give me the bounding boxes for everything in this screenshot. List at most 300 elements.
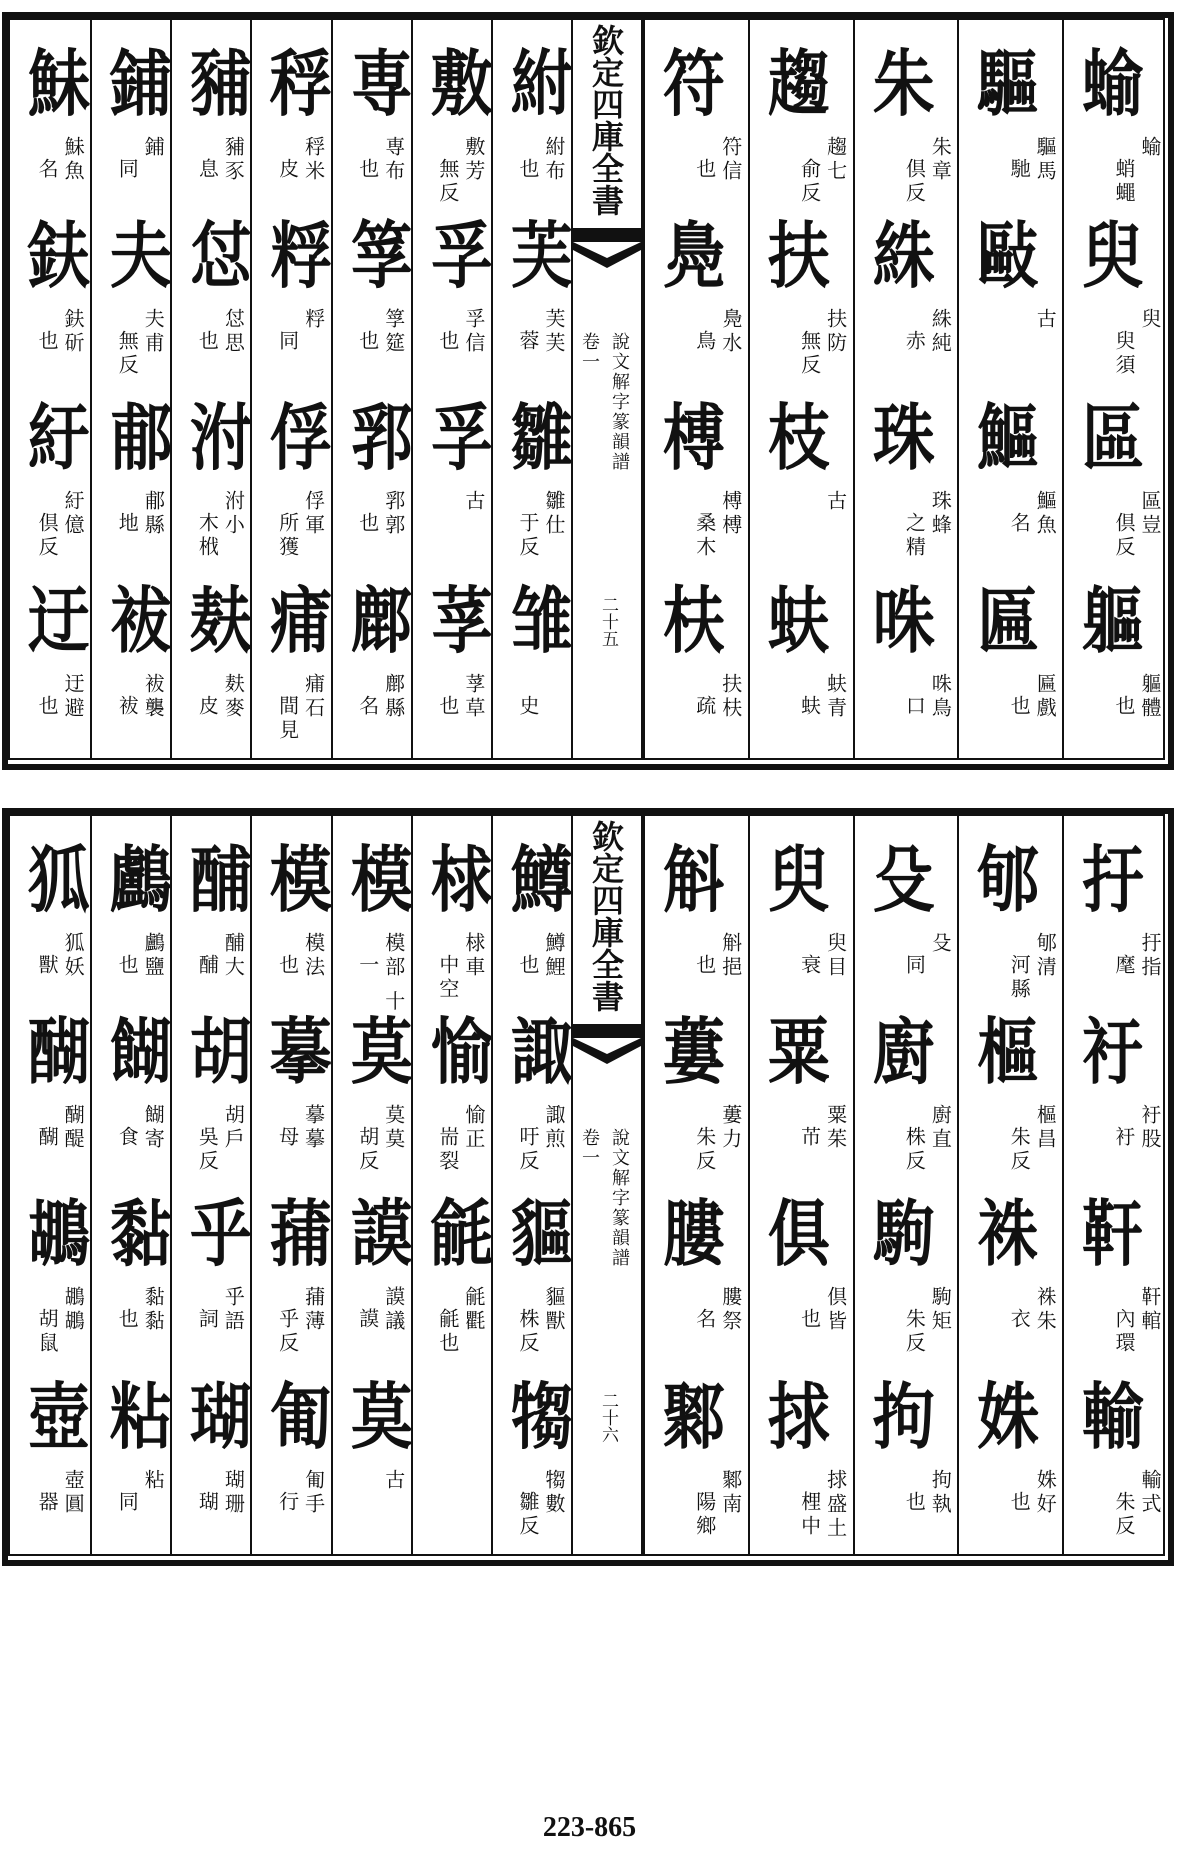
entry bbox=[413, 392, 491, 562]
entry bbox=[92, 834, 170, 1004]
gloss-right: 區豈 bbox=[1137, 490, 1162, 538]
text-column bbox=[491, 816, 571, 1554]
gloss-left: 也 bbox=[692, 954, 717, 978]
gloss-right: 紆億 bbox=[61, 490, 86, 538]
seal-character: 鈇 bbox=[27, 214, 89, 298]
seal-character: 捄 bbox=[767, 1375, 828, 1459]
text-column bbox=[10, 816, 90, 1554]
gloss-right: 壺圓 bbox=[61, 1469, 86, 1517]
seal-character: 敷 bbox=[430, 42, 491, 126]
gloss-right: 扶枎 bbox=[718, 673, 743, 721]
seal-character: 膢 bbox=[662, 1192, 724, 1276]
entry bbox=[959, 392, 1062, 562]
gloss-right: 郙縣 bbox=[141, 490, 166, 538]
gloss-left: 朱反 bbox=[902, 1308, 927, 1356]
entry bbox=[172, 834, 250, 1004]
entry bbox=[172, 1188, 250, 1358]
gloss-left: 也 bbox=[1007, 695, 1032, 719]
gloss-left: 也 bbox=[435, 695, 460, 719]
seal-character: 諏 bbox=[510, 1010, 571, 1094]
seal-character: 粰 bbox=[270, 214, 331, 298]
gloss-left: 倶反 bbox=[1111, 512, 1136, 560]
gloss-left: 口 bbox=[902, 695, 927, 719]
seal-character: 粘 bbox=[110, 1375, 171, 1459]
entry bbox=[172, 1006, 250, 1176]
entry bbox=[750, 1371, 853, 1541]
seal-character: 黏 bbox=[110, 1192, 171, 1276]
entry bbox=[493, 834, 571, 1004]
gloss-right: 模部 十 bbox=[381, 932, 406, 1015]
seal-character: 鶘 bbox=[27, 1192, 89, 1276]
entry bbox=[1064, 834, 1167, 1004]
text-column bbox=[748, 20, 853, 758]
gloss-right: 諏煎 bbox=[541, 1104, 566, 1152]
gloss-left: 名 bbox=[35, 158, 60, 182]
gloss-right: 靬輨 bbox=[1137, 1286, 1162, 1334]
gloss-right: 駒矩 bbox=[928, 1286, 953, 1334]
page-footer-number: 223-865 bbox=[542, 1812, 637, 1843]
gloss-right: 袚襲 bbox=[141, 673, 166, 721]
seal-character: 迂 bbox=[27, 579, 89, 663]
seal-character: 餬 bbox=[110, 1010, 171, 1094]
seal-character: 豧 bbox=[190, 42, 251, 126]
entry bbox=[855, 38, 958, 208]
gloss-right: 廚直 bbox=[928, 1104, 953, 1152]
gloss-right: 芙芙 bbox=[541, 308, 566, 356]
gloss-left: 蛸蠅 bbox=[1111, 158, 1136, 206]
seal-character: 麸 bbox=[190, 579, 251, 663]
seal-character: 痡 bbox=[270, 579, 331, 663]
entry bbox=[252, 392, 330, 562]
seal-character: 鳧 bbox=[662, 214, 724, 298]
gloss-left: 倶反 bbox=[35, 512, 60, 560]
entry bbox=[750, 1188, 853, 1358]
gloss-left: 衣 bbox=[1007, 1308, 1032, 1332]
gloss-right: 古 bbox=[381, 1469, 406, 1493]
seal-character: 斛 bbox=[662, 838, 724, 922]
seal-character: 紨 bbox=[510, 42, 571, 126]
entry bbox=[413, 1371, 491, 1541]
gloss-right: 粟茱 bbox=[823, 1104, 848, 1152]
gloss-right: 紨布 bbox=[541, 136, 566, 184]
gloss-left: 也 bbox=[275, 954, 300, 978]
seal-character: 匍 bbox=[270, 1375, 331, 1459]
gloss-right: 俘軍 bbox=[301, 490, 326, 538]
seal-character: 鮇 bbox=[27, 42, 89, 126]
seal-character: 蒱 bbox=[270, 1192, 331, 1276]
seal-character: 筟 bbox=[350, 214, 411, 298]
seal-character: 謨 bbox=[350, 1192, 411, 1276]
seal-character: 枎 bbox=[662, 579, 724, 663]
center-band bbox=[571, 20, 643, 758]
entry bbox=[252, 210, 330, 380]
text-column bbox=[1062, 816, 1167, 1554]
gloss-left: 也 bbox=[115, 954, 140, 978]
gloss-left: 雛反 bbox=[515, 1491, 540, 1539]
seal-character: 樞 bbox=[977, 1010, 1038, 1094]
center-title: 欽定四庫全書 bbox=[587, 24, 625, 216]
gloss-right: 鸕鹽 bbox=[141, 932, 166, 980]
seal-character: 蚨 bbox=[767, 579, 828, 663]
entry bbox=[92, 38, 170, 208]
text-column bbox=[411, 20, 491, 758]
seal-character: 胡 bbox=[190, 1010, 251, 1094]
entry bbox=[1064, 392, 1167, 562]
seal-character: 鱒 bbox=[510, 838, 571, 922]
gloss-left: 也 bbox=[435, 330, 460, 354]
entry bbox=[645, 1006, 748, 1176]
gloss-left: 芇 bbox=[797, 1126, 822, 1150]
gloss-left: 也 bbox=[797, 1308, 822, 1332]
entry bbox=[252, 575, 330, 745]
gloss-right: 臾 bbox=[1137, 308, 1162, 332]
page-inner-frame bbox=[8, 18, 1165, 760]
seal-character: 莫 bbox=[350, 1375, 411, 1459]
seal-character: 醐 bbox=[27, 1010, 89, 1094]
seal-character: 朱 bbox=[872, 42, 933, 126]
gloss-right: 醐醍 bbox=[61, 1104, 86, 1152]
entry bbox=[855, 392, 958, 562]
gloss-left: 內環 bbox=[1111, 1308, 1136, 1356]
gloss-right: 匍手 bbox=[301, 1469, 326, 1517]
entry bbox=[172, 210, 250, 380]
seal-character: 珠 bbox=[872, 396, 933, 480]
gloss-right: 敷芳 bbox=[461, 136, 486, 184]
gloss-right: 梂車 bbox=[461, 932, 486, 980]
entry bbox=[645, 834, 748, 1004]
entry bbox=[959, 210, 1062, 380]
gloss-left: 麾 bbox=[1111, 954, 1136, 978]
seal-character: 袚 bbox=[110, 579, 171, 663]
text-column bbox=[170, 20, 250, 758]
gloss-left: 鳥 bbox=[692, 330, 717, 354]
gloss-right: 鱒鯉 bbox=[541, 932, 566, 980]
entry bbox=[1064, 1006, 1167, 1176]
entry bbox=[750, 210, 853, 380]
text-column bbox=[957, 816, 1062, 1554]
gloss-left: 也 bbox=[515, 158, 540, 182]
entry bbox=[959, 575, 1062, 745]
center-band bbox=[571, 816, 643, 1554]
seal-character: 絑 bbox=[872, 214, 933, 298]
gloss-left: 衧 bbox=[1111, 1126, 1136, 1150]
gloss-right: 莩草 bbox=[461, 673, 486, 721]
gloss-left: 無反 bbox=[435, 158, 460, 206]
gloss-right: 貙獸 bbox=[541, 1286, 566, 1334]
seal-character: 駒 bbox=[872, 1192, 933, 1276]
gloss-left: 桑木 bbox=[692, 512, 717, 560]
seal-character: 芙 bbox=[510, 214, 571, 298]
gloss-right: 夫甫 bbox=[141, 308, 166, 356]
entry bbox=[1064, 575, 1167, 745]
entry bbox=[252, 1006, 330, 1176]
entry bbox=[92, 1006, 170, 1176]
entry bbox=[252, 38, 330, 208]
center-page-number: 二十五 bbox=[598, 596, 618, 647]
entry bbox=[172, 1371, 250, 1541]
gloss-left: 倶反 bbox=[902, 158, 927, 206]
gloss-left: 乎反 bbox=[275, 1308, 300, 1356]
entry bbox=[252, 1371, 330, 1541]
seal-character: 摹 bbox=[270, 1010, 331, 1094]
entry bbox=[645, 210, 748, 380]
seal-character: 孚 bbox=[430, 214, 491, 298]
gloss-right: 孚信 bbox=[461, 308, 486, 356]
seal-character: 鄜 bbox=[350, 579, 411, 663]
text-column bbox=[250, 816, 330, 1554]
entry bbox=[1064, 1188, 1167, 1358]
text-column bbox=[331, 20, 411, 758]
gloss-left: 謨 bbox=[355, 1308, 380, 1332]
gloss-left: 陽鄉 bbox=[692, 1491, 717, 1539]
entry bbox=[10, 834, 90, 1004]
text-column bbox=[643, 20, 748, 758]
text-column bbox=[643, 816, 748, 1554]
entry bbox=[750, 575, 853, 745]
seal-character: 趨 bbox=[767, 42, 828, 126]
entry bbox=[92, 1188, 170, 1358]
gloss-left: 毹也 bbox=[435, 1308, 460, 1356]
entry bbox=[333, 392, 411, 562]
entry bbox=[493, 1371, 571, 1541]
gloss-left: 朱反 bbox=[692, 1126, 717, 1174]
seal-character: 郙 bbox=[110, 396, 171, 480]
seal-character: 模 bbox=[350, 838, 411, 922]
gloss-right: 胡戶 bbox=[221, 1104, 246, 1152]
gloss-right: 愉正 bbox=[461, 1104, 486, 1152]
entry bbox=[750, 392, 853, 562]
gloss-left: 地 bbox=[115, 512, 140, 536]
seal-character: 愉 bbox=[430, 1010, 491, 1094]
gloss-left: 母 bbox=[275, 1126, 300, 1150]
entry bbox=[750, 834, 853, 1004]
gloss-right: 古 bbox=[823, 490, 848, 514]
entry bbox=[10, 1188, 90, 1358]
gloss-right: 餬寄 bbox=[141, 1104, 166, 1152]
seal-character: 衧 bbox=[1082, 1010, 1143, 1094]
gloss-left: 株反 bbox=[902, 1126, 927, 1174]
gloss-right: 莫莫 bbox=[381, 1104, 406, 1152]
seal-character: 模 bbox=[270, 838, 331, 922]
seal-character: 拘 bbox=[872, 1375, 933, 1459]
entry bbox=[855, 1188, 958, 1358]
gloss-left: 也 bbox=[35, 330, 60, 354]
gloss-right: 謨議 bbox=[381, 1286, 406, 1334]
text-column bbox=[90, 20, 170, 758]
gloss-right: 蔞力 bbox=[718, 1104, 743, 1152]
gloss-right: 専布 bbox=[381, 136, 406, 184]
entry bbox=[413, 834, 491, 1004]
gloss-right: 麸麥 bbox=[221, 673, 246, 721]
entry bbox=[1064, 1371, 1167, 1541]
center-book-title: 說文解字篆韻譜 bbox=[609, 332, 630, 472]
entry bbox=[959, 38, 1062, 208]
seal-character: 鰸 bbox=[977, 396, 1038, 480]
entry bbox=[493, 1006, 571, 1176]
gloss-left: 也 bbox=[355, 512, 380, 536]
seal-character: 狐 bbox=[27, 838, 89, 922]
entry bbox=[10, 392, 90, 562]
entry bbox=[172, 575, 250, 745]
gloss-left: 之精 bbox=[902, 512, 927, 560]
gloss-left: 皮 bbox=[195, 695, 220, 719]
gloss-right: 樞昌 bbox=[1033, 1104, 1058, 1152]
entry bbox=[855, 834, 958, 1004]
seal-character: 莩 bbox=[430, 579, 491, 663]
seal-character: 鋪 bbox=[110, 42, 171, 126]
entry bbox=[645, 1371, 748, 1541]
gloss-left: 馳 bbox=[1007, 158, 1032, 182]
gloss-left: 朱反 bbox=[1007, 1126, 1032, 1174]
entry bbox=[959, 1371, 1062, 1541]
gloss-left: 間見 bbox=[275, 695, 300, 743]
gloss-right: 符信 bbox=[718, 136, 743, 184]
gloss-right: 匾戲 bbox=[1033, 673, 1058, 721]
gloss-left: 赤 bbox=[902, 330, 927, 354]
entry bbox=[10, 1006, 90, 1176]
seal-character: 姝 bbox=[977, 1375, 1038, 1459]
entry bbox=[493, 210, 571, 380]
gloss-right: 榑榑 bbox=[718, 490, 743, 538]
entry bbox=[855, 575, 958, 745]
entry bbox=[645, 1188, 748, 1358]
gloss-right: 黏黏 bbox=[141, 1286, 166, 1334]
gloss-left: 無反 bbox=[115, 330, 140, 378]
seal-character: 泭 bbox=[190, 396, 251, 480]
text-column bbox=[170, 816, 250, 1554]
gloss-right: 粰 bbox=[301, 308, 326, 332]
seal-character: 蔞 bbox=[662, 1010, 724, 1094]
text-column bbox=[10, 20, 90, 758]
gloss-left: 木栰 bbox=[195, 512, 220, 560]
entry bbox=[413, 575, 491, 745]
gloss-right: 鮇魚 bbox=[61, 136, 86, 184]
seal-character: 榑 bbox=[662, 396, 724, 480]
gloss-right: 雛仕 bbox=[541, 490, 566, 538]
entry bbox=[959, 1188, 1062, 1358]
gloss-right: 驅馬 bbox=[1033, 136, 1058, 184]
center-book-title: 說文解字篆韻譜 bbox=[609, 1128, 630, 1268]
entry bbox=[92, 575, 170, 745]
gloss-right: 毹氍 bbox=[461, 1286, 486, 1334]
gloss-left: 袚 bbox=[115, 695, 140, 719]
seal-character: 扶 bbox=[767, 214, 828, 298]
gloss-left: 中空 bbox=[435, 954, 460, 1002]
entry bbox=[750, 38, 853, 208]
text-column bbox=[853, 20, 958, 758]
gloss-left: 同 bbox=[275, 330, 300, 354]
gloss-left: 名 bbox=[1007, 512, 1032, 536]
entry bbox=[493, 575, 571, 745]
entry bbox=[645, 38, 748, 208]
gloss-left: 同 bbox=[902, 954, 927, 978]
gloss-right: 鶘鶘 bbox=[61, 1286, 86, 1334]
gloss-left: 也 bbox=[515, 954, 540, 978]
entry bbox=[92, 1371, 170, 1541]
seal-character: 殳 bbox=[872, 838, 933, 922]
gloss-left: 也 bbox=[195, 330, 220, 354]
seal-character: 壺 bbox=[27, 1375, 89, 1459]
text-column bbox=[957, 20, 1062, 758]
entry bbox=[333, 38, 411, 208]
gloss-left: 詞 bbox=[195, 1308, 220, 1332]
entry bbox=[10, 575, 90, 745]
seal-character: 莫 bbox=[350, 1010, 411, 1094]
gloss-right: 趨七 bbox=[823, 136, 848, 184]
gloss-right: 模法 bbox=[301, 932, 326, 980]
seal-character: 梂 bbox=[430, 838, 491, 922]
gloss-left: 胡反 bbox=[355, 1126, 380, 1174]
gloss-right: 珠蜂 bbox=[928, 490, 953, 538]
gloss-right: 稃米 bbox=[301, 136, 326, 184]
entry bbox=[959, 834, 1062, 1004]
gloss-left: 胡鼠 bbox=[35, 1308, 60, 1356]
seal-character: 輸 bbox=[1082, 1375, 1143, 1459]
gloss-left: 吁反 bbox=[515, 1126, 540, 1174]
seal-character: 怤 bbox=[190, 214, 251, 298]
center-juan: 卷一 bbox=[579, 1128, 600, 1168]
gloss-right: 絑純 bbox=[928, 308, 953, 356]
gloss-right: 鋪 bbox=[141, 136, 166, 160]
entry bbox=[10, 1371, 90, 1541]
center-page-number: 二十六 bbox=[598, 1392, 618, 1443]
gloss-left: 瑚 bbox=[195, 1491, 220, 1515]
gloss-left: 蓉 bbox=[515, 330, 540, 354]
gloss-right: 衧股 bbox=[1137, 1104, 1162, 1152]
gloss-left: 無反 bbox=[797, 330, 822, 378]
entry bbox=[493, 1188, 571, 1358]
gloss-right: 斛挹 bbox=[718, 932, 743, 980]
gloss-right: 朱章 bbox=[928, 136, 953, 184]
gloss-left: 衰 bbox=[797, 954, 822, 978]
center-juan: 卷一 bbox=[579, 332, 600, 372]
seal-character: 臾 bbox=[1082, 214, 1143, 298]
seal-character: 俱 bbox=[767, 1192, 828, 1276]
gloss-right: 瑚珊 bbox=[221, 1469, 246, 1517]
seal-character: 蝓 bbox=[1082, 42, 1143, 126]
entry bbox=[645, 392, 748, 562]
gloss-left: 也 bbox=[35, 695, 60, 719]
seal-character: 靬 bbox=[1082, 1192, 1143, 1276]
gloss-left: 也 bbox=[115, 1308, 140, 1332]
gloss-right: 蒱薄 bbox=[301, 1286, 326, 1334]
entry bbox=[333, 1371, 411, 1541]
entry bbox=[10, 210, 90, 380]
seal-character: 瑚 bbox=[190, 1375, 251, 1459]
gloss-right: 扜指 bbox=[1137, 932, 1162, 980]
gloss-right: 鈇斫 bbox=[61, 308, 86, 356]
gloss-left: 梩中 bbox=[797, 1491, 822, 1539]
gloss-right: 怤思 bbox=[221, 308, 246, 356]
seal-character: 毹 bbox=[430, 1192, 491, 1276]
entry bbox=[252, 1188, 330, 1358]
text-column bbox=[1062, 20, 1167, 758]
book-page bbox=[0, 12, 1179, 770]
entry bbox=[855, 210, 958, 380]
entry bbox=[333, 834, 411, 1015]
seal-character: 郇 bbox=[977, 838, 1038, 922]
seal-character: 鸕 bbox=[110, 838, 171, 922]
gloss-right: 狐妖 bbox=[61, 932, 86, 980]
entry bbox=[493, 392, 571, 562]
gloss-right: 乎語 bbox=[221, 1286, 246, 1334]
page-inner-frame bbox=[8, 814, 1165, 1556]
gloss-left: 疏 bbox=[692, 695, 717, 719]
entry bbox=[493, 38, 571, 208]
gloss-right: 拘執 bbox=[928, 1469, 953, 1517]
gloss-left: 名 bbox=[355, 695, 380, 719]
gloss-left: 于反 bbox=[515, 512, 540, 560]
